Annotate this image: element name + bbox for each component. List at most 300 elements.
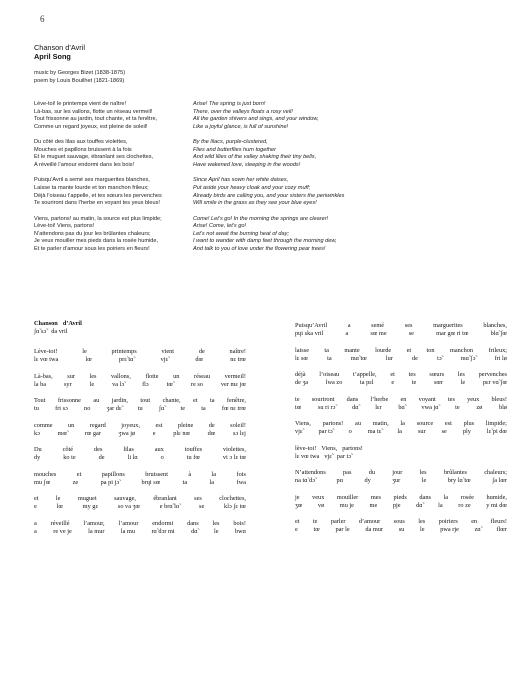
phonetic-ipa: ko te [63, 454, 76, 461]
english-line: And talk to you of love under the flowering pear trees! [193, 245, 326, 252]
credit-poem: poem by Louis Bouilhet (1821-1869) [34, 77, 125, 84]
phonetic-ipa: blɑ̃ ʃœ [490, 330, 507, 337]
phonetic-ipa: flɔ [142, 380, 149, 388]
phonetic-word: pervenches [478, 371, 507, 378]
phonetic-ipa: so va ʒœ [117, 503, 140, 510]
phonetic-ipa: la [438, 501, 443, 509]
song-title-block [34, 43, 85, 61]
phonetic-ipa: ta pɛl [360, 379, 374, 386]
phonetic-title-ipa-word: ʃɑ̃ sɔ̃ [34, 328, 47, 335]
phonetic-word: déjà [295, 371, 306, 378]
phonetic-ipa: le [213, 527, 219, 535]
phonetic-ipa: dy [34, 454, 41, 461]
phonetic-word: bruissent [145, 470, 168, 478]
phonetic-ipa: par le [335, 526, 350, 533]
phonetic-ipa-line [34, 430, 246, 438]
song-subtitle: April Song [34, 52, 71, 61]
phonetic-pair [295, 445, 507, 461]
phonetic-word: mes [370, 493, 381, 501]
phonetic-word: et [390, 371, 395, 378]
phonetic-title-words [34, 320, 82, 328]
phonetic-ipa: e [391, 379, 395, 386]
phonetic-word: fois [236, 470, 246, 478]
phonetic-word: printemps [111, 348, 137, 355]
phonetic-ipa: lɛ sœ [295, 354, 308, 362]
phonetic-ipa: tœ̃ [166, 380, 173, 388]
phonetic-ipa: la ba [34, 380, 47, 388]
phonetic-word: joyeux, [121, 421, 141, 429]
phonetic-ipa: ʒœ [295, 501, 303, 509]
phonetic-word: ta [209, 397, 215, 404]
phonetic-ipa: vjɛ̃ [160, 356, 169, 363]
phonetic-word: en [471, 518, 478, 525]
phonetic-ipa: le [89, 380, 95, 388]
phonetic-word: comme [34, 421, 53, 429]
phonetic-word: à [188, 470, 192, 478]
phonetic-pair [295, 469, 507, 485]
phonetic-pair [34, 373, 246, 389]
french-stanza [34, 139, 204, 169]
phonetic-word-line [34, 422, 246, 430]
english-line: And wild lilies of the valley shaking their tiny bells, [193, 154, 317, 161]
phonetic-word: a [34, 519, 37, 527]
phonetic-ipa: te [180, 405, 185, 412]
phonetic-ipa: mɑ̃ tœ [350, 354, 367, 362]
french-line: Comme un regard joyeux, est pleine de soleil! [34, 123, 148, 130]
phonetic-word: chaleurs; [484, 469, 507, 476]
phonetic-word: Viens, [321, 444, 338, 452]
phonetic-word: muguet [77, 495, 97, 502]
phonetic-ipa: ze [72, 478, 79, 486]
phonetic-ipa: dœ [195, 356, 204, 363]
phonetic-ipa: li lɑ [127, 454, 138, 461]
phonetic-right-column [295, 322, 507, 543]
phonetic-ipa: te [455, 403, 460, 411]
french-line: Lève-toi! Viens, partons! [34, 223, 95, 230]
phonetic-word: au [355, 420, 361, 427]
phonetic-word-line [295, 445, 507, 453]
phonetic-ipa: de [98, 454, 105, 461]
phonetic-word: et [295, 518, 300, 525]
phonetic-word: sœurs [429, 371, 445, 378]
phonetic-ipa: mar gœ ri tœ [436, 330, 469, 337]
credits [34, 70, 125, 85]
phonetic-ipa-line [295, 404, 507, 412]
phonetic-word-line [295, 396, 507, 404]
phonetic-ipa: blø [498, 403, 507, 411]
phonetic-ipa: mɑ̃ ʃɔ̃ [460, 354, 476, 362]
english-line: I want to wander with damp feet through the morning dew, [193, 238, 337, 245]
phonetic-word: lilas [123, 446, 134, 453]
phonetic-ipa: e [152, 429, 156, 437]
phonetic-word: violettes, [223, 446, 246, 453]
english-stanza [193, 101, 373, 131]
phonetic-ipa: bry lɑ̃ tœ [447, 477, 471, 484]
phonetic-ipa: la [397, 428, 402, 435]
phonetic-ipa: tu [34, 405, 39, 412]
phonetic-ipa: le [420, 526, 425, 533]
phonetic-ipa: lwa zo [325, 379, 343, 386]
phonetic-ipa: la mu [120, 527, 136, 535]
french-line: Puisqu’Avril a semé ses marguerites blanches, [34, 177, 150, 184]
phonetic-word: tout [140, 397, 151, 404]
french-line: Lève-toi! le printemps vient de naître! [34, 101, 127, 107]
phonetic-word: en [400, 395, 407, 403]
phonetic-title-word: d’Avril [62, 320, 82, 327]
phonetic-pair [34, 495, 246, 511]
phonetic-ipa: brɥi sœ [141, 478, 161, 486]
phonetic-word: la [400, 420, 405, 427]
phonetic-ipa: my gɛ [82, 503, 99, 510]
phonetic-ipa: vjɛ̃ [324, 452, 332, 460]
phonetic-word: endormi [152, 519, 174, 527]
phonetic-ipa: e [34, 503, 37, 510]
english-line: Arise! Come, let’s go! [193, 223, 247, 230]
phonetic-word: rosée [460, 493, 474, 501]
phonetic-word: brûlantes [443, 469, 467, 476]
phonetic-word: ébranlant [153, 495, 177, 502]
phonetic-word: et [76, 470, 82, 478]
phonetic-word: souriront [311, 395, 335, 403]
phonetic-ipa: sœr [433, 379, 444, 386]
phonetic-ipa: ʒar dɛ̃ [106, 405, 122, 412]
phonetic-word: mante [344, 346, 360, 354]
phonetic-word-line [34, 397, 246, 405]
phonetic-ipa: no [84, 405, 91, 412]
phonetic-word: Du [34, 446, 42, 453]
phonetic-ipa: o [348, 428, 352, 435]
phonetic-ipa: re so [190, 380, 203, 388]
phonetic-ipa: sœ me [370, 330, 387, 337]
phonetic-word: manchon [449, 346, 474, 354]
phonetic-word: le [82, 348, 87, 355]
phonetic-ipa: dɑ̃ [416, 501, 423, 509]
phonetic-ipa: va lɔ̃ [112, 380, 125, 388]
phonetic-word: frissonne [57, 397, 81, 404]
phonetic-ipa-line [34, 528, 246, 536]
phonetic-word: tes [408, 371, 416, 378]
phonetic-word: pieds [393, 493, 407, 501]
phonetic-ipa: bɑ̃ [398, 403, 405, 411]
french-text [34, 101, 204, 261]
phonetic-word: vermeil! [224, 372, 246, 380]
english-line: There, over the valleys floats a rosy veil! [193, 108, 293, 115]
phonetic-ipa-line [34, 503, 246, 511]
english-line: Have wakened love, sleeping in the woods! [193, 161, 301, 168]
phonetic-word-line [295, 347, 507, 355]
phonetic-ipa: fri sɔ [55, 405, 68, 412]
phonetic-ipa: dœ [207, 429, 216, 437]
phonetic-word: ta [324, 346, 329, 354]
phonetic-ipa-line [34, 381, 246, 389]
phonetic-ipa: lœ [56, 503, 63, 510]
phonetic-word-line [295, 494, 507, 502]
phonetic-word: tes [447, 395, 455, 403]
phonetic-pair [34, 397, 246, 413]
phonetic-ipa: tœ [313, 526, 320, 533]
phonetic-ipa: ply [462, 428, 471, 435]
phonetic-word: flotte [145, 372, 159, 380]
phonetic-ipa: la [209, 478, 215, 486]
french-line: Déjà l’oiseau t’appelle, et tes sœurs les pervenches [34, 192, 162, 199]
phonetic-ipa: zɑ̃ [474, 526, 481, 533]
phonetic-ipa: dɑ̃ [352, 403, 359, 411]
phonetic-ipa: ʃɑ̃ [158, 405, 165, 412]
french-line: Je veux mouiller mes pieds dans la rosée humide, [34, 238, 159, 245]
phonetic-ipa: ʃa lœr [492, 477, 507, 484]
english-line: All the garden shivers and sings, and your window, [193, 116, 319, 123]
phonetic-word: un [173, 372, 180, 380]
english-stanza [193, 177, 373, 207]
phonetic-ipa: vi ɔ lɛ tœ [222, 454, 246, 461]
phonetic-word: réveillé [50, 519, 70, 527]
phonetic-word: Viens, [295, 420, 311, 427]
phonetic-ipa: fwa [236, 478, 246, 486]
phonetic-ipa: nɛ trœ [230, 356, 246, 363]
phonetic-ipa-line [295, 379, 507, 387]
phonetic-ipa-line [34, 479, 246, 487]
phonetic-word: fenêtre, [226, 397, 246, 404]
phonetic-word: d’amour [358, 518, 381, 525]
phonetic-ipa: pɑ [336, 477, 343, 484]
phonetic-ipa: tœ [295, 403, 302, 411]
english-line: Since April has sown her white daises, [193, 177, 289, 184]
phonetic-ipa: ver mɛ jœ [220, 380, 246, 388]
phonetic-ipa: flœr [496, 526, 507, 533]
phonetic-pair [34, 520, 246, 536]
phonetic-ipa: de [412, 354, 418, 362]
phonetic-word: te [312, 518, 318, 525]
phonetic-ipa-line [295, 428, 507, 436]
phonetic-ipa: bwɑ [234, 527, 246, 535]
french-stanza [34, 177, 204, 207]
phonetic-left-column [34, 348, 246, 544]
song-title: Chanson d’Avril [34, 43, 85, 52]
phonetic-ipa: se [408, 330, 414, 337]
phonetic-title-ipa [34, 328, 82, 336]
phonetic-word-line [295, 322, 507, 330]
phonetic-ipa: kɔ [34, 429, 40, 437]
phonetic-word: blanches, [483, 322, 507, 329]
french-line: N’attendons pas du jour les brûlantes chaleurs; [34, 230, 151, 237]
phonetic-ipa: dɑ̃ [191, 527, 198, 535]
english-line: Already birds are calling you, and your sisters the periwinkles [193, 192, 345, 199]
phonetic-word: touffes [184, 446, 203, 453]
phonetic-word: humide, [486, 493, 507, 501]
phonetic-ipa: fœ nɛ trœ [221, 405, 246, 412]
english-line: Put aside your heavy cloak and your cozy muff; [193, 184, 311, 191]
phonetic-ipa: syr [63, 380, 72, 388]
french-line: Mouches et papillons bruissent à la fois [34, 146, 132, 153]
phonetic-word: plus [463, 420, 475, 427]
phonetic-word: matin, [372, 420, 389, 427]
phonetic-ipa: lɛr [375, 403, 382, 411]
phonetic-word: vallons, [111, 372, 131, 380]
phonetic-ipa: tɔ̃ [437, 354, 442, 362]
phonetic-word-line [34, 348, 246, 356]
phonetic-word: partons! [342, 444, 363, 452]
phonetic-word: poiriers [438, 518, 458, 525]
phonetic-word: laisse [295, 346, 309, 354]
phonetic-ipa: a [34, 527, 37, 535]
phonetic-word: sur [67, 372, 75, 380]
phonetic-ipa: lur [385, 354, 393, 362]
phonetic-ipa: tu fœ [186, 454, 200, 461]
phonetic-word: clochettes, [219, 495, 246, 502]
phonetic-ipa: klɔ ʃɛ tœ [224, 503, 246, 510]
phonetic-word: chante, [162, 397, 181, 404]
phonetic-word-line [34, 471, 246, 479]
phonetic-ipa: mu ʃœ [34, 478, 51, 486]
phonetic-ipa: le [421, 477, 427, 484]
phonetic-ipa-line [34, 405, 246, 413]
phonetic-word: regard [89, 421, 106, 429]
french-line: Du côté des lilas aux touffes violettes, [34, 139, 128, 146]
french-line: Te souriront dans l’herbe en voyant tes yeux bleus! [34, 200, 160, 207]
phonetic-ipa: mœ̃ [57, 429, 68, 437]
phonetic-ipa: vjɛ̃ [295, 428, 303, 435]
phonetic-word: marguerites [433, 322, 463, 329]
phonetic-word: de [198, 348, 205, 355]
english-line: Let’s not await the burning heat of day; [193, 230, 289, 237]
phonetic-ipa: se [441, 428, 447, 435]
french-line: Laisse ta mante lourde et ton manchon frileux; [34, 184, 149, 191]
english-stanza [193, 216, 373, 254]
phonetic-word: sous [393, 518, 405, 525]
phonetic-word: lève-toi! [295, 444, 317, 452]
french-line: A réveillé l’amour endormi dans les bois! [34, 161, 135, 168]
phonetic-ipa: pwa rje [440, 526, 459, 533]
phonetic-ipa: re ve je [53, 527, 72, 535]
phonetic-word-line [34, 495, 246, 503]
phonetic-word: bois! [233, 519, 246, 527]
phonetic-word: yeux [467, 395, 480, 403]
phonetic-ipa: lœ [85, 356, 92, 363]
phonetic-word: dans [187, 519, 199, 527]
phonetic-ipa: lɛ vœ twa [34, 356, 59, 363]
phonetic-word: l’amour [118, 519, 139, 527]
phonetic-word: ses [404, 322, 413, 329]
english-stanza [193, 139, 373, 169]
phonetic-word: est [444, 420, 452, 427]
phonetic-ipa: ʒwa jø [118, 429, 136, 437]
phonetic-ipa-line [34, 454, 246, 462]
phonetic-ipa: ta [201, 405, 206, 412]
french-line: Là-bas, sur les vallons, flotte un réseau vermeil! [34, 108, 153, 115]
phonetic-ipa: me [369, 501, 378, 509]
phonetic-word: ton [426, 346, 435, 354]
phonetic-word: naître! [229, 348, 246, 355]
phonetic-ipa: prɛ̃ tɑ̃ [118, 356, 134, 363]
phonetic-ipa: mu je [339, 501, 354, 509]
phonetic-ipa: pɥi ska vril [295, 330, 324, 337]
phonetic-ipa: vø [317, 501, 325, 509]
phonetic-word: je [295, 493, 300, 501]
phonetic-word: mouches [34, 470, 57, 478]
phonetic-ipa: ma tɛ̃ [367, 428, 382, 435]
phonetic-pair [295, 322, 507, 338]
phonetic-ipa: par tɔ̃ [336, 452, 352, 460]
phonetic-pair [295, 371, 507, 387]
phonetic-word: du [368, 469, 375, 476]
phonetic-ipa-line [295, 502, 507, 510]
phonetic-word-line [295, 371, 507, 379]
phonetic-ipa: rɑ̃ dɔr mi [151, 527, 175, 535]
phonetic-ipa-line [295, 526, 507, 534]
english-translation [193, 101, 373, 261]
phonetic-ipa: de ʒa [295, 379, 309, 386]
english-line: Will smile in the grass as they see your blue eyes! [193, 200, 317, 207]
phonetic-word-line [34, 373, 246, 381]
phonetic-ipa: pɛr vɑ̃ ʃœ [482, 379, 507, 386]
phonetic-word: mouiller [336, 493, 359, 501]
phonetic-word: et [406, 346, 412, 354]
phonetic-ipa: e brɑ̃ lɑ̃ [159, 503, 180, 510]
phonetic-ipa-line [34, 356, 246, 364]
phonetic-word: bleus! [491, 395, 507, 403]
phonetic-word: soleil! [230, 421, 246, 429]
phonetic-ipa: a [345, 330, 349, 337]
phonetic-word: semé [371, 322, 385, 329]
phonetic-word: dans [419, 493, 431, 501]
phonetic-ipa: par tɔ̃ [318, 428, 333, 435]
phonetic-word-line [34, 520, 246, 528]
phonetic-word: veux [312, 493, 325, 501]
phonetic-ipa: sur [417, 428, 426, 435]
phonetic-ipa: ta [327, 354, 332, 362]
phonetic-pair [295, 347, 507, 363]
phonetic-ipa: e [295, 526, 298, 533]
english-line: Arise! The spring is just born! [193, 101, 266, 107]
phonetic-title [34, 320, 82, 336]
phonetic-word: la [211, 470, 217, 478]
phonetic-pair [295, 396, 507, 412]
phonetic-ipa-line [295, 355, 507, 363]
phonetic-ipa: plɛ nœ [173, 429, 191, 437]
phonetic-word: réseau [193, 372, 211, 380]
phonetic-word: côté [62, 446, 74, 453]
phonetic-pair [34, 446, 246, 462]
phonetic-word: sauvage, [114, 495, 136, 502]
phonetic-word: ses [194, 495, 202, 502]
phonetic-word: les [457, 371, 465, 378]
phonetic-ipa: ta [182, 478, 188, 486]
phonetic-word: a [347, 322, 351, 329]
phonetic-word: est [155, 421, 163, 429]
english-line: By the lilacs, purple-clustered, [193, 139, 268, 146]
phonetic-word: des [94, 446, 103, 453]
phonetic-word: t’appelle, [352, 371, 377, 378]
phonetic-word: pas [343, 469, 352, 476]
phonetic-word-line [34, 446, 246, 454]
phonetic-word: jardin, [111, 397, 128, 404]
phonetic-pair [34, 348, 246, 364]
phonetic-ipa: fri lø [494, 354, 507, 362]
phonetic-ipa: vwa jɑ̃ [421, 403, 439, 411]
phonetic-word-line [295, 518, 507, 526]
phonetic-word: N’attendons [295, 469, 326, 476]
phonetic-word: pleine [177, 421, 194, 429]
phonetic-ipa: te [411, 379, 417, 386]
phonetic-ipa: da mur [365, 526, 384, 533]
phonetic-word: te [295, 395, 300, 403]
phonetic-ipa: su [398, 526, 405, 533]
phonetic-word: Tout [34, 397, 46, 404]
phonetic-title-ipa-word: da vril [51, 328, 68, 335]
phonetic-ipa: rœ gar [84, 429, 101, 437]
phonetic-ipa: ʒur [392, 477, 401, 484]
french-line: Viens, partons! au matin, la source est plus limpide; [34, 215, 162, 222]
